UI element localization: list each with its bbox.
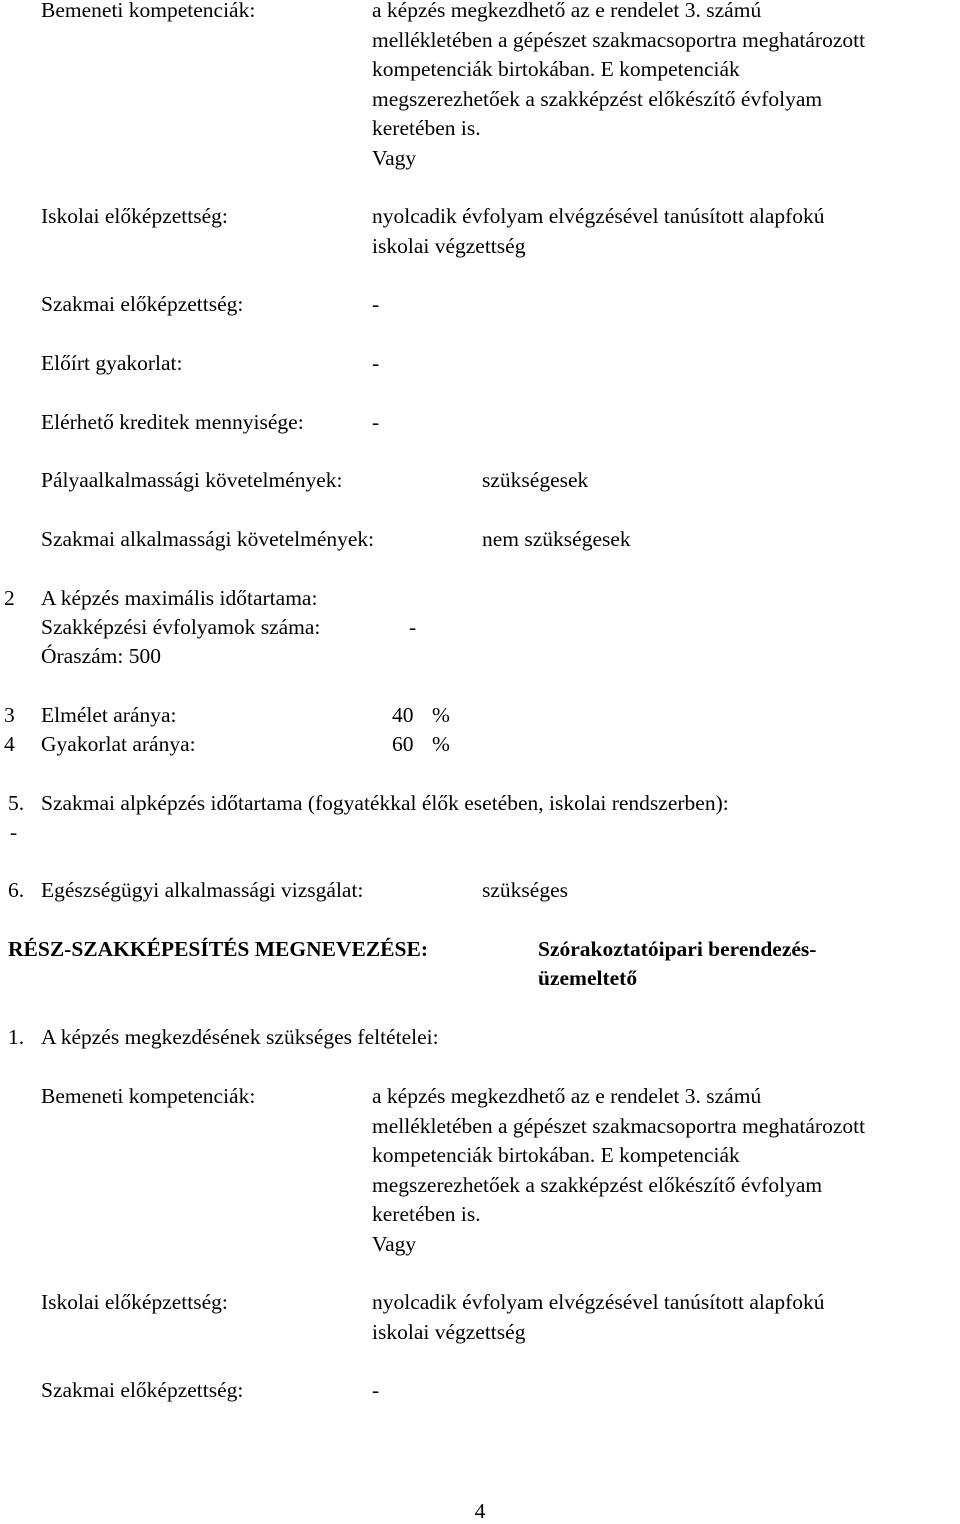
bemeneti-line: megszerezhetőek a szakképzést előkészítő évfolyam <box>372 1172 823 1197</box>
szakmai-elokepzettseg-label: Szakmai előképzettség: <box>41 1378 244 1402</box>
evfolyamok-label: Szakképzési évfolyamok száma: <box>41 615 321 639</box>
gyakorlat-label: Gyakorlat aránya: <box>41 732 196 756</box>
section-5-text: Szakmai alpképzés időtartama (fogyatékkal élők esetében, iskolai rendszerben): <box>41 791 729 815</box>
iskolai-label: Iskolai előképzettség: <box>41 1290 228 1314</box>
page-number: 4 <box>474 1499 486 1523</box>
bemeneti-line: kompetenciák birtokában. E kompetenciák <box>372 57 740 81</box>
section-3-number: 3 <box>4 703 15 727</box>
bemeneti-label: Bemeneti kompetenciák: <box>41 0 256 22</box>
iskolai-label: Iskolai előképzettség: <box>41 204 228 228</box>
palyaalkalmassagi-value: szükségesek <box>482 468 589 492</box>
eloirt-gyakorlat-value: - <box>372 351 380 375</box>
section-2-title: A képzés maximális időtartama: <box>41 586 318 610</box>
gyakorlat-unit: % <box>432 732 450 756</box>
szakmai-alkalmassagi-value: nem szükségesek <box>482 527 631 551</box>
bemeneti-line: a képzés megkezdhető az e rendelet 3. számú <box>372 0 762 22</box>
kredit-label: Elérhető kreditek mennyisége: <box>41 410 304 434</box>
elmelet-value: 40 <box>392 703 414 727</box>
bemeneti-label: Bemeneti kompetenciák: <box>41 1084 256 1108</box>
elmelet-unit: % <box>432 703 450 727</box>
szakmai-elokepzettseg-value: - <box>372 292 380 316</box>
section-5-number: 5. <box>8 791 25 815</box>
section-6-value: szükséges <box>482 878 568 902</box>
iskolai-line: nyolcadik évfolyam elvégzésével tanúsított alapfokú <box>372 1290 825 1314</box>
section-2-number: 2 <box>4 586 15 610</box>
bemeneti-line: megszerezhetőek a szakképzést előkészítő évfolyam <box>372 86 823 111</box>
iskolai-line: nyolcadik évfolyam elvégzésével tanúsított alapfokú <box>372 204 825 228</box>
eloirt-gyakorlat-label: Előírt gyakorlat: <box>41 351 183 375</box>
section-4-number: 4 <box>4 732 15 756</box>
bemeneti-line: keretében is. <box>372 1202 481 1226</box>
section-1-number: 1. <box>8 1025 25 1049</box>
palyaalkalmassagi-label: Pályaalkalmassági követelmények: <box>41 468 343 492</box>
section-6-number: 6. <box>8 878 25 902</box>
oraszam: Óraszám: 500 <box>41 644 162 668</box>
bemeneti-line: mellékletében a gépészet szakmacsoportra meghatározott <box>372 27 866 52</box>
section-5-value: - <box>10 820 18 844</box>
bemeneti-line: kompetenciák birtokában. E kompetenciák <box>372 1143 740 1167</box>
bemeneti-line: a képzés megkezdhető az e rendelet 3. számú <box>372 1084 762 1108</box>
resz-szakkepesites-heading: RÉSZ-SZAKKÉPESÍTÉS MEGNEVEZÉSE: <box>8 937 428 961</box>
szakmai-elokepzettseg-value: - <box>372 1378 380 1402</box>
vagy-text: Vagy <box>372 145 417 170</box>
bemeneti-line: keretében is. <box>372 116 481 140</box>
szakmai-elokepzettseg-label: Szakmai előképzettség: <box>41 292 244 316</box>
iskolai-line: iskolai végzettség <box>372 233 526 258</box>
bemeneti-line: mellékletében a gépészet szakmacsoportra meghatározott <box>372 1113 866 1138</box>
szakmai-alkalmassagi-label: Szakmai alkalmassági követelmények: <box>41 527 375 551</box>
resz-szakkepesites-name-line: üzemeltető <box>538 966 638 990</box>
resz-szakkepesites-name-line: Szórakoztatóipari berendezés- <box>538 937 817 961</box>
iskolai-line: iskolai végzettség <box>372 1319 526 1344</box>
vagy-text: Vagy <box>372 1231 417 1256</box>
evfolyamok-value: - <box>409 615 417 639</box>
section-6-label: Egészségügyi alkalmassági vizsgálat: <box>41 878 364 902</box>
section-1-title: A képzés megkezdésének szükséges feltételei: <box>41 1025 439 1049</box>
kredit-value: - <box>372 410 380 434</box>
gyakorlat-value: 60 <box>392 732 414 756</box>
elmelet-label: Elmélet aránya: <box>41 703 177 727</box>
